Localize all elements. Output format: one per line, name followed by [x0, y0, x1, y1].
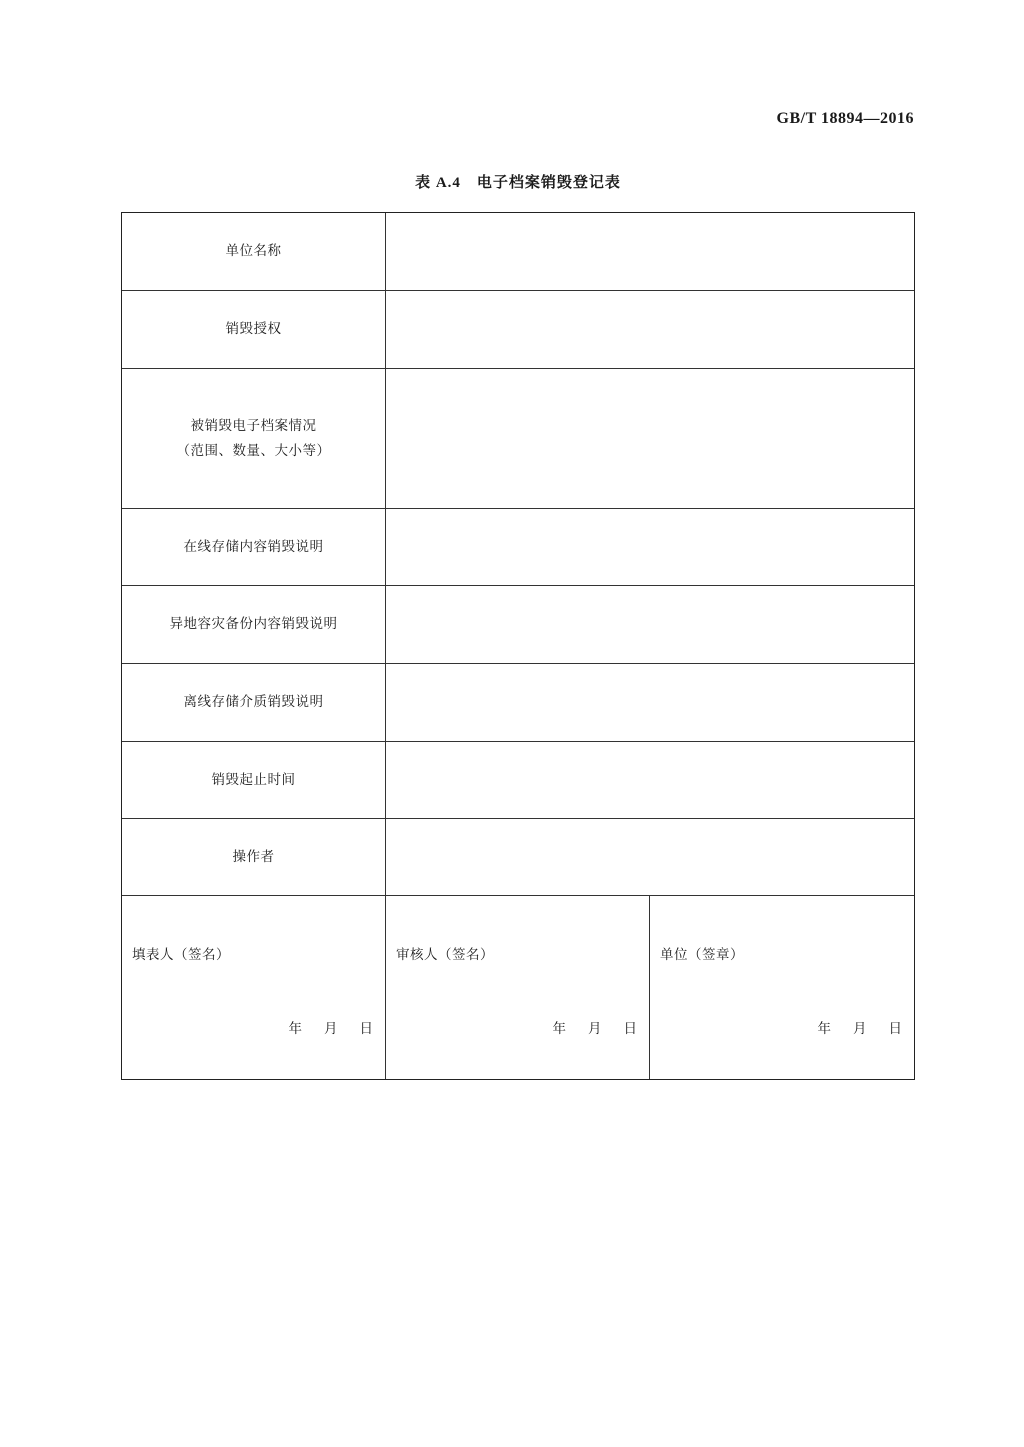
day-label: 日 — [888, 1021, 902, 1037]
row-online-storage — [122, 509, 914, 586]
authorization-field[interactable] — [386, 291, 914, 368]
offline-media-label: 离线存储介质销毁说明 — [183, 694, 324, 710]
operator-label: 操作者 — [232, 848, 275, 865]
destruction-period-field[interactable] — [386, 742, 914, 818]
day-label: 日 — [623, 1021, 637, 1037]
reviewer-date — [553, 1017, 638, 1037]
day-label: 日 — [359, 1021, 373, 1037]
label-cell — [122, 586, 386, 663]
row-offsite-backup — [122, 586, 914, 664]
year-label: 年 — [817, 1021, 831, 1037]
row-destroyed-records — [122, 369, 914, 509]
destruction-register-form — [121, 212, 915, 1080]
reviewer-signature-cell[interactable] — [386, 896, 650, 1079]
destruction-period-label: 销毁起止时间 — [211, 771, 296, 788]
preparer-signature-label: 填表人（签名） — [132, 947, 230, 963]
row-authorization — [122, 291, 914, 369]
offline-media-field[interactable] — [386, 664, 914, 741]
offsite-backup-field[interactable] — [386, 586, 914, 663]
destroyed-records-sublabel: （范围、数量、大小等） — [176, 442, 331, 459]
unit-seal-date — [818, 1017, 903, 1037]
table-number: 表 A.4 — [415, 175, 461, 191]
unit-seal-cell[interactable] — [650, 896, 914, 1079]
unit-name-label: 单位名称 — [225, 243, 282, 259]
month-label: 月 — [588, 1021, 602, 1037]
year-label: 年 — [552, 1021, 566, 1037]
label-cell — [122, 742, 386, 818]
label-cell — [122, 664, 386, 741]
year-label: 年 — [288, 1021, 302, 1037]
preparer-date — [289, 1017, 374, 1037]
label-cell — [122, 369, 386, 508]
online-storage-field[interactable] — [386, 509, 914, 585]
preparer-signature-cell[interactable] — [122, 896, 386, 1079]
signature-row — [122, 896, 914, 1079]
reviewer-signature-label: 审核人（签名） — [396, 947, 494, 963]
row-offline-media — [122, 664, 914, 742]
label-cell — [122, 291, 386, 368]
month-label: 月 — [324, 1021, 338, 1037]
standard-code: GB/T 18894—2016 — [776, 110, 914, 127]
operator-field[interactable] — [386, 819, 914, 895]
row-operator — [122, 819, 914, 896]
destroyed-records-field[interactable] — [386, 369, 914, 508]
row-destruction-period — [122, 742, 914, 819]
authorization-label: 销毁授权 — [225, 321, 282, 337]
table-title — [0, 171, 1024, 192]
row-unit-name — [122, 213, 914, 291]
destroyed-records-label: 被销毁电子档案情况 — [190, 417, 317, 434]
offsite-backup-label: 异地容灾备份内容销毁说明 — [169, 616, 338, 632]
table-title-text: 电子档案销毁登记表 — [476, 173, 621, 191]
month-label: 月 — [853, 1021, 867, 1037]
unit-seal-label: 单位（签章） — [660, 947, 744, 963]
label-cell — [122, 213, 386, 290]
label-cell — [122, 819, 386, 895]
unit-name-field[interactable] — [386, 213, 914, 290]
label-cell — [122, 509, 386, 585]
online-storage-label: 在线存储内容销毁说明 — [183, 538, 324, 555]
